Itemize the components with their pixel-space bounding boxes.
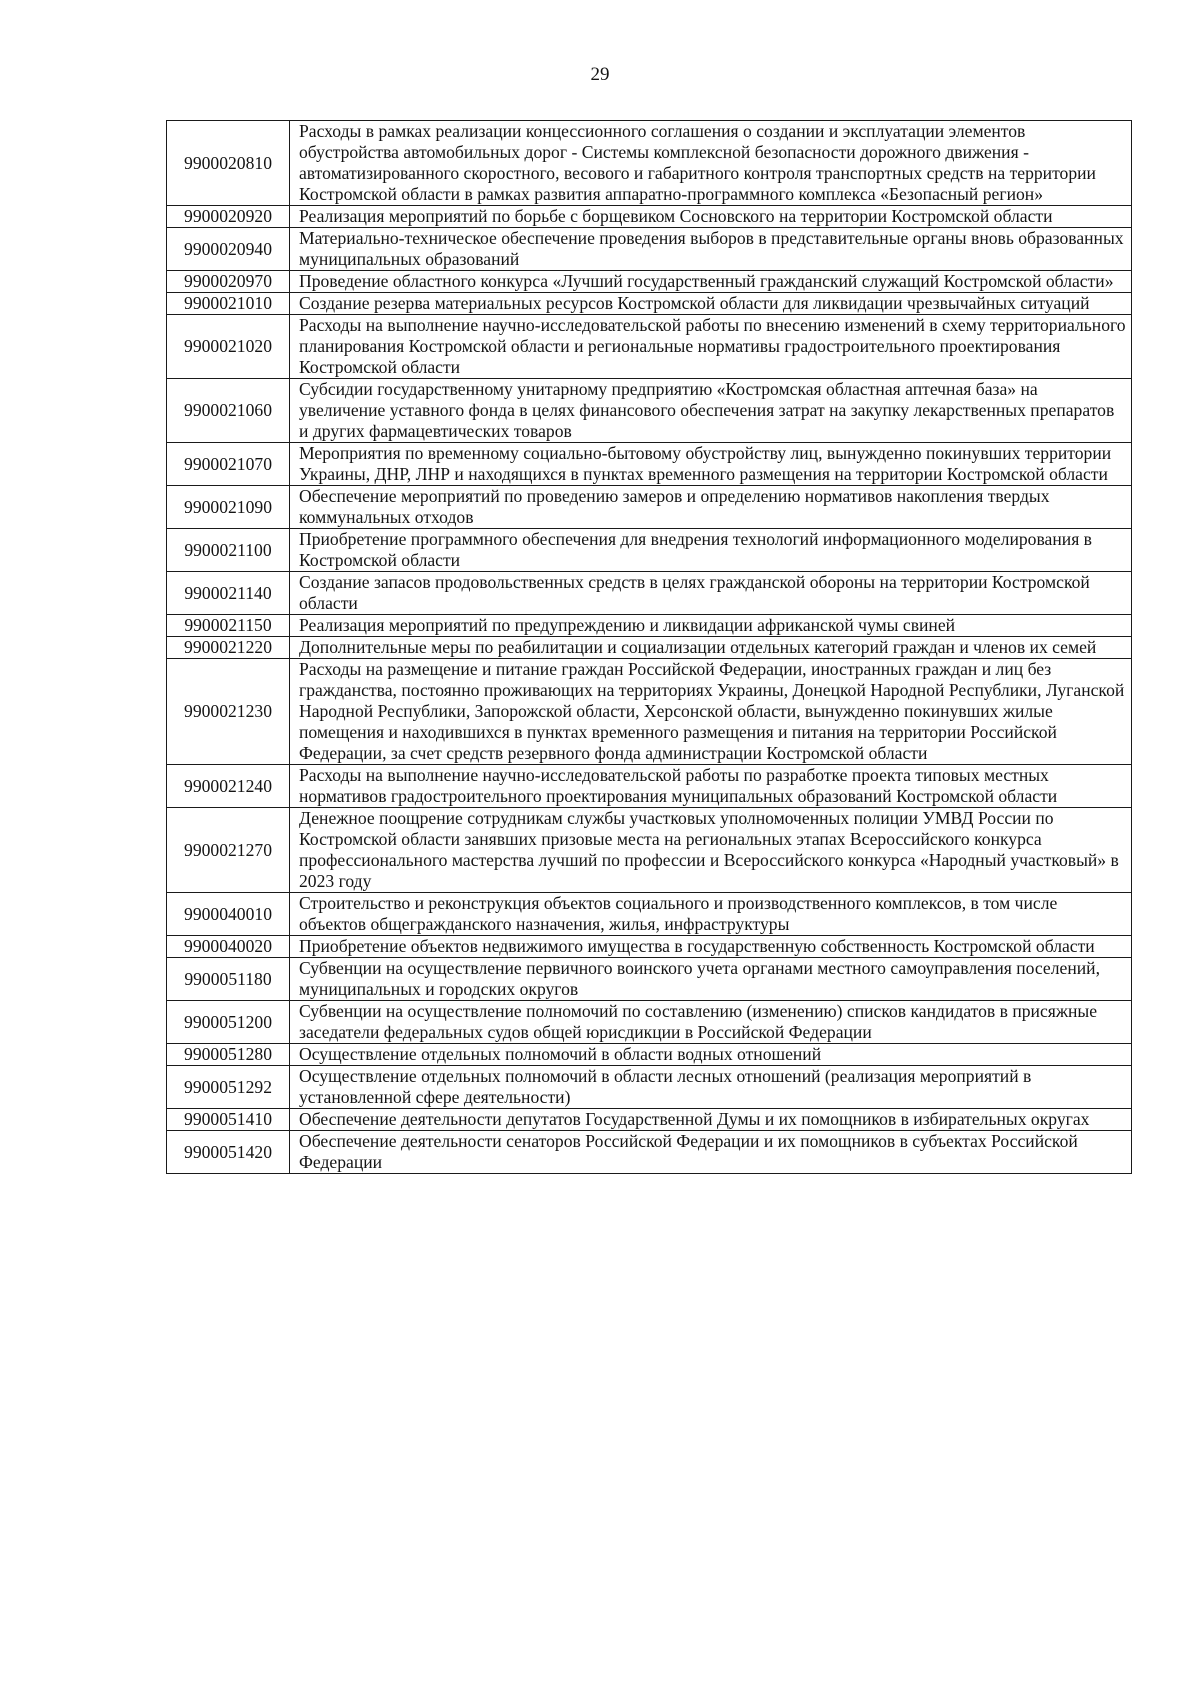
table-row — [167, 206, 1132, 228]
table-row — [167, 293, 1132, 315]
expense-description: Субвенции на осуществление первичного воинского учета органами местного самоуправления поселений, муниципальных и городских округов — [290, 958, 1132, 1001]
expense-description: Мероприятия по временному социально-бытовому обустройству лиц, вынужденно покинувших территории Украины, ДНР, ЛНР и находящихся в пунктах временного размещения на территории Костромской области — [290, 443, 1132, 486]
table-row — [167, 529, 1132, 572]
table-row — [167, 1109, 1132, 1131]
expense-description: Обеспечение деятельности сенаторов Российской Федерации и их помощников в субъектах Российской Федерации — [290, 1131, 1132, 1174]
expense-description: Расходы на выполнение научно-исследовательской работы по разработке проекта типовых местных нормативов градостроительного проектирования муниципальных образований Костромской области — [290, 765, 1132, 808]
table-row — [167, 637, 1132, 659]
table-row — [167, 659, 1132, 765]
table-row — [167, 958, 1132, 1001]
page-number: 29 — [590, 64, 610, 85]
table-row — [167, 1066, 1132, 1109]
expense-code: 9900021150 — [167, 615, 290, 637]
expense-description: Обеспечение мероприятий по проведению замеров и определению нормативов накопления твердых коммунальных отходов — [290, 486, 1132, 529]
table-row — [167, 615, 1132, 637]
expense-code: 9900020920 — [167, 206, 290, 228]
expense-description: Расходы на выполнение научно-исследовательской работы по внесению изменений в схему территориального планирования Костромской области и региональные нормативы градостроительного проектирования Костромской области — [290, 315, 1132, 379]
expense-code: 9900040020 — [167, 936, 290, 958]
expense-code: 9900051292 — [167, 1066, 290, 1109]
expense-code: 9900021060 — [167, 379, 290, 443]
expense-code: 9900021230 — [167, 659, 290, 765]
expense-code: 9900020810 — [167, 121, 290, 206]
expense-code: 9900021270 — [167, 808, 290, 893]
expense-description: Дополнительные меры по реабилитации и социализации отдельных категорий граждан и членов их семей — [290, 637, 1132, 659]
expense-description: Осуществление отдельных полномочий в области водных отношений — [290, 1044, 1132, 1066]
expense-code: 9900051180 — [167, 958, 290, 1001]
expense-code: 9900021070 — [167, 443, 290, 486]
expense-description: Реализация мероприятий по предупреждению и ликвидации африканской чумы свиней — [290, 615, 1132, 637]
table-row — [167, 315, 1132, 379]
expense-description: Осуществление отдельных полномочий в области лесных отношений (реализация мероприятий в установленной сфере деятельности) — [290, 1066, 1132, 1109]
expense-code: 9900021090 — [167, 486, 290, 529]
expense-description: Приобретение объектов недвижимого имущества в государственную собственность Костромской области — [290, 936, 1132, 958]
expense-code: 9900051280 — [167, 1044, 290, 1066]
budget-codes-table — [166, 120, 1132, 1174]
expense-description: Расходы в рамках реализации концессионного соглашения о создании и эксплуатации элементов обустройства автомобильных дорог - Системы комплексной безопасности дорожного движения - автоматизированного скоростного, весового и габаритного контроля транспортных средств на территории Костромской области в рамках развития аппаратно-программного комплекса «Безопасный регион» — [290, 121, 1132, 206]
table-row — [167, 121, 1132, 206]
expense-description: Приобретение программного обеспечения для внедрения технологий информационного моделирования в Костромской области — [290, 529, 1132, 572]
expense-description: Строительство и реконструкция объектов социального и производственного комплексов, в том числе объектов общегражданского назначения, жилья, инфраструктуры — [290, 893, 1132, 936]
expense-code: 9900020970 — [167, 271, 290, 293]
table-row — [167, 1001, 1132, 1044]
expense-description: Обеспечение деятельности депутатов Государственной Думы и их помощников в избирательных округах — [290, 1109, 1132, 1131]
expense-description: Расходы на размещение и питание граждан Российской Федерации, иностранных граждан и лиц без гражданства, постоянно проживающих на территориях Украины, Донецкой Народной Республики, Луганской Народной Республики, Запорожской области, Херсонской области, вынужденно покинувших жилые помещения и находившихся в пунктах временного размещения и питания на территории Российской Федерации, за счет средств резервного фонда администрации Костромской области — [290, 659, 1132, 765]
expense-code: 9900021240 — [167, 765, 290, 808]
expense-description: Субвенции на осуществление полномочий по составлению (изменению) списков кандидатов в присяжные заседатели федеральных судов общей юрисдикции в Российской Федерации — [290, 1001, 1132, 1044]
expense-code: 9900051410 — [167, 1109, 290, 1131]
table-body — [167, 121, 1132, 1174]
expense-description: Создание резерва материальных ресурсов Костромской области для ликвидации чрезвычайных ситуаций — [290, 293, 1132, 315]
expense-code: 9900021140 — [167, 572, 290, 615]
expense-description: Проведение областного конкурса «Лучший государственный гражданский служащий Костромской области» — [290, 271, 1132, 293]
table-row — [167, 765, 1132, 808]
table-row — [167, 936, 1132, 958]
table-row — [167, 486, 1132, 529]
expense-code: 9900021010 — [167, 293, 290, 315]
table-row — [167, 893, 1132, 936]
expense-code: 9900021220 — [167, 637, 290, 659]
table-row — [167, 572, 1132, 615]
table-row — [167, 808, 1132, 893]
table-row — [167, 1044, 1132, 1066]
expense-code: 9900021020 — [167, 315, 290, 379]
expense-code: 9900051420 — [167, 1131, 290, 1174]
expense-code: 9900020940 — [167, 228, 290, 271]
table-row — [167, 271, 1132, 293]
expense-description: Субсидии государственному унитарному предприятию «Костромская областная аптечная база» на увеличение уставного фонда в целях финансового обеспечения затрат на закупку лекарственных препаратов и других фармацевтических товаров — [290, 379, 1132, 443]
table-row — [167, 443, 1132, 486]
expense-description: Реализация мероприятий по борьбе с борщевиком Сосновского на территории Костромской области — [290, 206, 1132, 228]
expense-code: 9900040010 — [167, 893, 290, 936]
expense-code: 9900021100 — [167, 529, 290, 572]
expense-description: Создание запасов продовольственных средств в целях гражданской обороны на территории Костромской области — [290, 572, 1132, 615]
table-row — [167, 1131, 1132, 1174]
expense-description: Материально-техническое обеспечение проведения выборов в представительные органы вновь образованных муниципальных образований — [290, 228, 1132, 271]
expense-description: Денежное поощрение сотрудникам службы участковых уполномоченных полиции УМВД России по Костромской области занявших призовые места на региональных этапах Всероссийского конкурса профессионального мастерства лучший по профессии и Всероссийского конкурса «Народный участковый» в 2023 году — [290, 808, 1132, 893]
table-row — [167, 228, 1132, 271]
table-row — [167, 379, 1132, 443]
expense-code: 9900051200 — [167, 1001, 290, 1044]
